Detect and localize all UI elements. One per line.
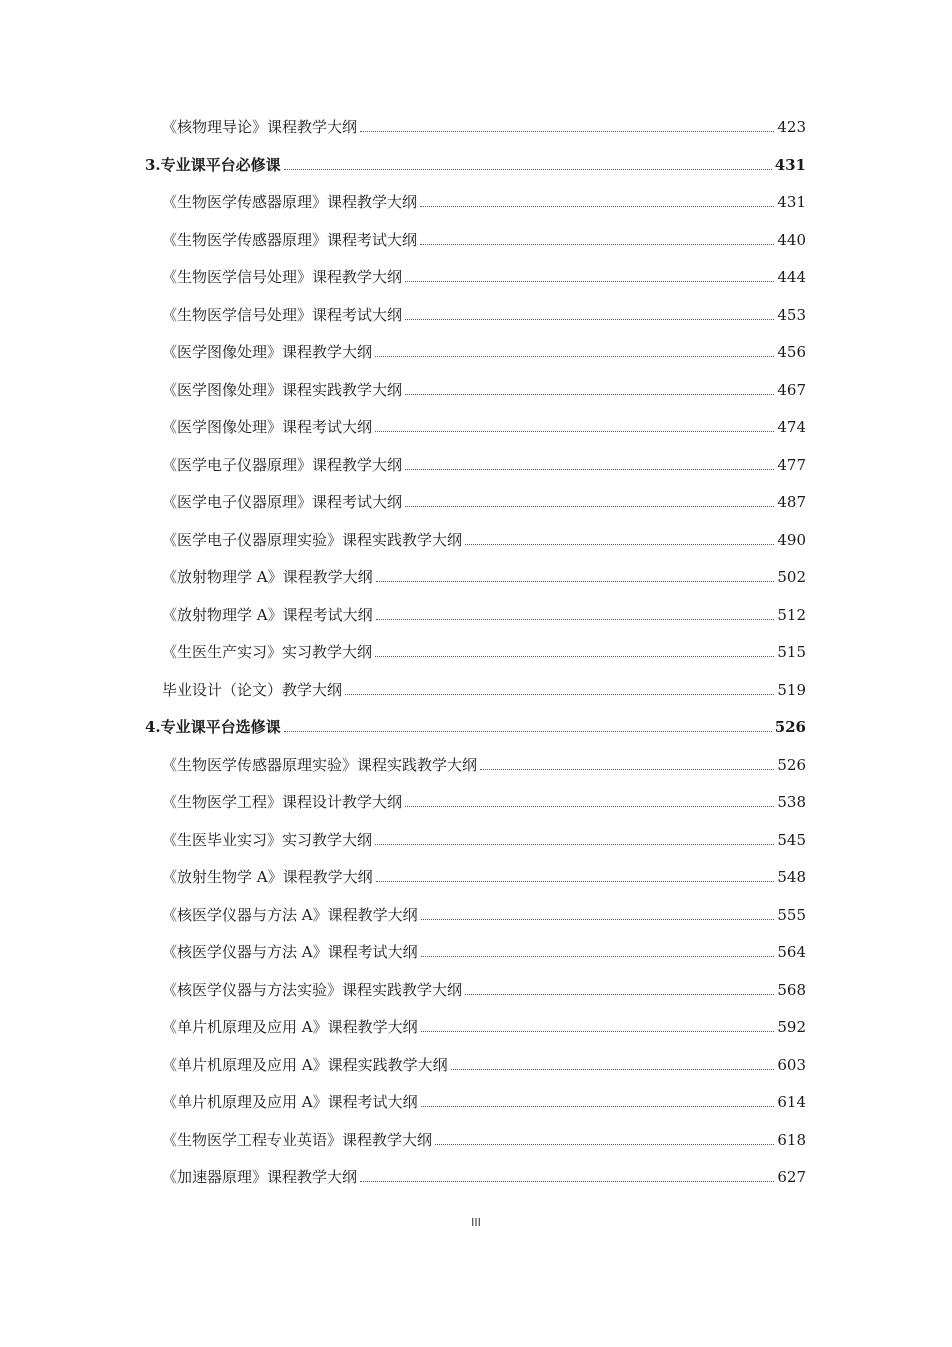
dot-leader [376,880,775,882]
toc-page-number: 456 [777,343,806,361]
toc-page-number: 431 [777,193,806,211]
toc-entry-title: 《医学图像处理》课程实践教学大纲 [162,380,403,399]
dot-leader [465,543,774,545]
toc-entry[interactable] [0,788,952,812]
dot-leader [421,955,775,957]
toc-entry-title: 《生物医学工程》课程设计教学大纲 [162,793,403,811]
toc-entry-title: 《医学电子仪器原理》课程教学大纲 [162,455,403,474]
toc-page-number: 444 [777,268,806,286]
toc-page-number: 545 [777,830,806,849]
dot-leader [360,130,774,132]
toc-page-number: 592 [777,1018,806,1036]
toc-entry-title: 《单片机原理及应用 A》课程教学大纲 [162,1018,418,1036]
toc-entry-title: 《生物医学传感器原理实验》课程实践教学大纲 [162,755,478,774]
toc-page-number: 568 [777,980,806,999]
dot-leader [480,768,774,770]
toc-entry[interactable] [0,826,952,850]
dot-leader [345,693,774,695]
page-number-footer: III [471,1216,481,1229]
toc-entry[interactable] [0,301,952,325]
toc-page-number: 519 [777,680,806,699]
toc-entry-title: 毕业设计（论文）教学大纲 [162,680,343,699]
toc-entry[interactable] [0,113,952,137]
toc-entry[interactable] [0,263,952,287]
dot-leader [376,580,775,582]
toc-entry-title: 4.专业课平台选修课 [145,718,281,736]
dot-leader [405,505,774,507]
toc-page-number: 502 [777,568,806,586]
dot-leader [435,1143,774,1145]
toc-entry-title: 《医学电子仪器原理》课程考试大纲 [162,493,403,511]
toc-page-number: 555 [777,905,806,924]
toc-entry[interactable] [0,1088,952,1112]
toc-page-number: 627 [777,1168,806,1186]
toc-entry[interactable] [0,188,952,212]
dot-leader [420,243,774,245]
dot-leader [284,730,772,732]
toc-entry[interactable] [0,638,952,662]
toc-entry-title: 《放射物理学 A》课程教学大纲 [162,568,373,586]
toc-page-number: 474 [777,418,806,436]
toc-entry-title: 《生医生产实习》实习教学大纲 [162,643,373,661]
toc-entry-title: 《单片机原理及应用 A》课程考试大纲 [162,1093,418,1111]
dot-leader [375,430,774,432]
toc-page-number: 490 [777,530,806,549]
toc-entry-title: 《医学电子仪器原理实验》课程实践教学大纲 [162,530,463,549]
dot-leader [405,468,774,470]
toc-section-heading[interactable] [0,713,952,737]
toc-entry[interactable] [0,1051,952,1075]
toc-page-number: 477 [777,455,806,474]
toc-page-number: 526 [774,718,806,736]
dot-leader [405,280,774,282]
toc-entry-title: 《加速器原理》课程教学大纲 [162,1168,358,1186]
toc-entry-title: 《生物医学工程专业英语》课程教学大纲 [162,1130,433,1149]
toc-entry[interactable] [0,901,952,925]
toc-entry[interactable] [0,226,952,250]
toc-entry[interactable] [0,1013,952,1037]
dot-leader [405,805,774,807]
toc-entry-title: 《医学图像处理》课程考试大纲 [162,418,373,436]
toc-page-number: 512 [777,605,806,624]
dot-leader [405,318,774,320]
toc-page-number: 453 [777,305,806,324]
toc-entry-title: 《核医学仪器与方法实验》课程实践教学大纲 [162,980,463,999]
toc-section-heading[interactable] [0,151,952,175]
toc-page-number: 467 [777,380,806,399]
toc-entry-title: 《核医学仪器与方法 A》课程考试大纲 [162,943,418,961]
toc-entry[interactable] [0,338,952,362]
toc-page-number: 603 [777,1055,806,1074]
toc-page-number: 548 [777,868,806,886]
dot-leader [421,918,775,920]
toc-page-number: 526 [777,755,806,774]
dot-leader [420,205,774,207]
toc-entry[interactable] [0,938,952,962]
toc-entry-title: 《医学图像处理》课程教学大纲 [162,343,373,361]
toc-entry[interactable] [0,676,952,700]
toc-entry-title: 《生医毕业实习》实习教学大纲 [162,830,373,849]
toc-entry[interactable] [0,526,952,550]
toc-entry[interactable] [0,376,952,400]
dot-leader [360,1180,774,1182]
dot-leader [465,993,774,995]
toc-entry-title: 3.专业课平台必修课 [145,155,281,174]
toc-entry-title: 《生物医学信号处理》课程教学大纲 [162,268,403,286]
toc-page-number: 440 [777,230,806,249]
dot-leader [405,393,774,395]
toc-entry-title: 《核物理导论》课程教学大纲 [162,118,358,136]
toc-entry[interactable] [0,863,952,887]
toc-entry-title: 《单片机原理及应用 A》课程实践教学大纲 [162,1055,448,1074]
toc-page-number: 431 [774,155,806,174]
toc-page-number: 487 [777,493,806,511]
dot-leader [421,1105,775,1107]
toc-entry-title: 《核医学仪器与方法 A》课程教学大纲 [162,905,418,924]
toc-page-number: 618 [777,1130,806,1149]
toc-entry-title: 《生物医学传感器原理》课程教学大纲 [162,193,418,211]
toc-entry-title: 《生物医学传感器原理》课程考试大纲 [162,230,418,249]
dot-leader [421,1030,775,1032]
toc-entry[interactable] [0,751,952,775]
toc-page-number: 564 [777,943,806,961]
toc-entry[interactable] [0,563,952,587]
toc-entry[interactable] [0,451,952,475]
toc-entry-title: 《放射生物学 A》课程教学大纲 [162,868,373,886]
toc-page-number: 614 [777,1093,806,1111]
toc-entry-title: 《放射物理学 A》课程考试大纲 [162,605,373,624]
toc-entry[interactable] [0,413,952,437]
toc-page-number: 515 [777,643,806,661]
dot-leader [375,355,774,357]
dot-leader [375,655,774,657]
dot-leader [451,1068,775,1070]
toc-entry[interactable] [0,976,952,1000]
toc-entry[interactable] [0,601,952,625]
dot-leader [376,618,775,620]
toc-entry-title: 《生物医学信号处理》课程考试大纲 [162,305,403,324]
toc-entry[interactable] [0,1163,952,1187]
dot-leader [375,843,774,845]
dot-leader [284,168,772,170]
toc-entry[interactable] [0,1126,952,1150]
toc-entry[interactable] [0,488,952,512]
toc-page-number: 538 [777,793,806,811]
toc-page-number: 423 [777,118,806,136]
